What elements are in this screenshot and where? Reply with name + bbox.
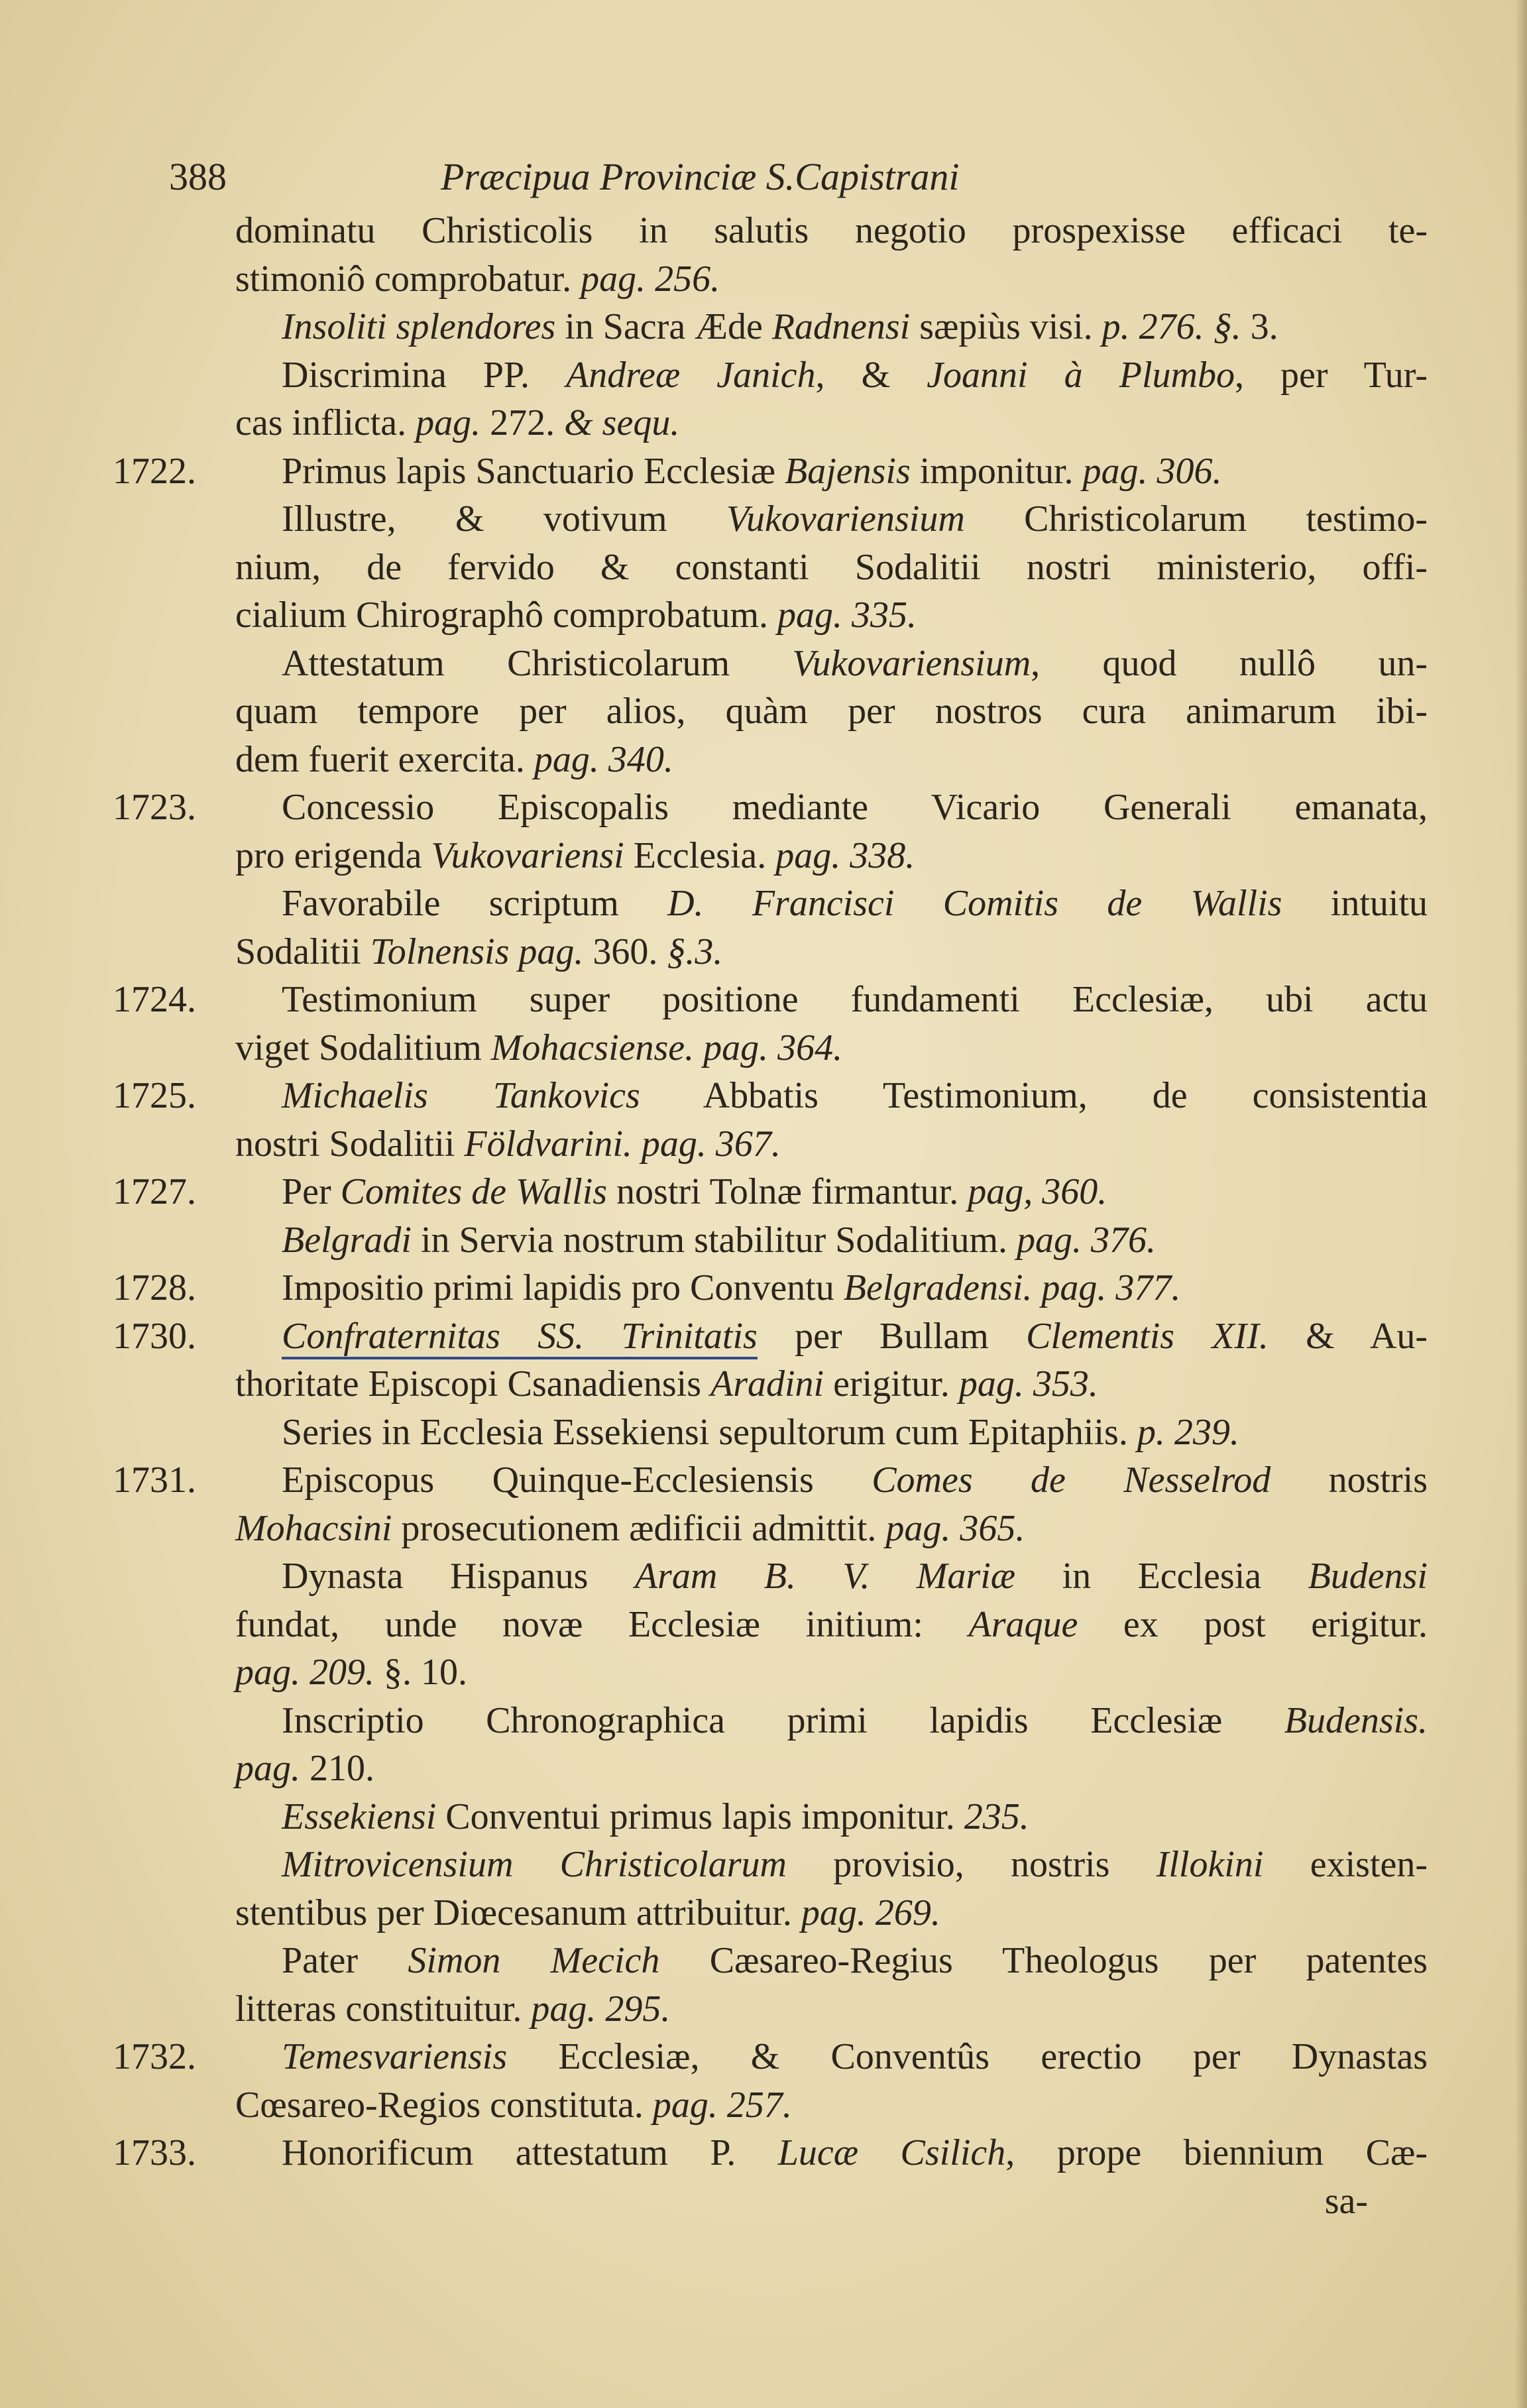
line-text bbox=[282, 1937, 1428, 1985]
text-line bbox=[0, 2081, 1527, 2130]
line-text bbox=[235, 928, 1428, 976]
text-line bbox=[0, 640, 1527, 688]
roman-text: Discrimina PP. bbox=[282, 354, 567, 396]
text-line bbox=[0, 1456, 1527, 1505]
italic-text: Radnensi bbox=[771, 306, 911, 347]
italic-text: pag. bbox=[416, 402, 481, 443]
line-text bbox=[235, 255, 1428, 304]
line-text bbox=[282, 976, 1428, 1024]
roman-text: Per bbox=[282, 1171, 341, 1212]
running-header bbox=[169, 147, 1428, 207]
italic-text: Insoliti splendores bbox=[282, 306, 556, 347]
line-text bbox=[282, 880, 1428, 928]
line-text bbox=[282, 1216, 1428, 1265]
text-line bbox=[0, 544, 1527, 592]
roman-text: sa- bbox=[1324, 2180, 1368, 2222]
line-text bbox=[235, 1648, 1428, 1697]
line-text bbox=[282, 1264, 1428, 1312]
italic-text: Budensi bbox=[1308, 1556, 1428, 1597]
text-line bbox=[0, 1601, 1527, 1649]
italic-text: p. 276. §. bbox=[1102, 306, 1241, 347]
italic-text: Confraternitas SS. Trinitatis bbox=[282, 1316, 758, 1359]
roman-text: Pater bbox=[282, 1940, 408, 1981]
roman-text: in Sacra Æde bbox=[555, 306, 772, 347]
line-text bbox=[282, 2033, 1428, 2081]
italic-text: Belgradi bbox=[282, 1219, 412, 1261]
text-line bbox=[0, 2177, 1527, 2226]
text-line bbox=[0, 1408, 1527, 1457]
roman-text: Attestatum Christicolarum bbox=[282, 642, 793, 684]
text-line bbox=[0, 928, 1527, 976]
roman-text: intuitu bbox=[1282, 883, 1428, 924]
line-text bbox=[282, 1072, 1428, 1120]
line-text bbox=[235, 544, 1428, 592]
italic-text: Mohacsini bbox=[235, 1507, 392, 1549]
roman-text: in Ecclesia bbox=[1015, 1556, 1308, 1597]
italic-text: & sequ. bbox=[564, 402, 680, 443]
roman-text: Honorificum attestatum P. bbox=[282, 2132, 778, 2173]
roman-text: quam tempore per alios, quàm per nostros cura animarum ibi- bbox=[235, 691, 1428, 732]
roman-text: Cœsareo-Regios constituta. bbox=[235, 2084, 653, 2126]
line-text bbox=[235, 207, 1428, 255]
line-text bbox=[282, 447, 1428, 496]
italic-text: Essekiensi bbox=[282, 1796, 437, 1837]
text-line bbox=[0, 1024, 1527, 1072]
text-line bbox=[0, 1360, 1527, 1408]
line-text bbox=[282, 303, 1428, 351]
italic-text: Clementis XII. bbox=[1026, 1315, 1269, 1357]
italic-text: pag. 269. bbox=[801, 1892, 940, 1933]
roman-text: dem fuerit exercita. bbox=[235, 738, 534, 780]
line-text bbox=[282, 1552, 1428, 1601]
text-line bbox=[0, 1120, 1527, 1169]
line-text bbox=[282, 783, 1428, 832]
roman-text: cialium Chirographô comprobatum. bbox=[235, 595, 778, 636]
text-line bbox=[0, 736, 1527, 784]
italic-text: pag. 365. bbox=[885, 1507, 1025, 1549]
roman-text: 3. bbox=[1241, 306, 1278, 347]
year-marker: 1730. bbox=[113, 1315, 196, 1357]
roman-text: existen- bbox=[1263, 1844, 1428, 1885]
year-marker: 1723. bbox=[113, 787, 196, 828]
roman-text: Primus lapis Sanctuario Ecclesiæ bbox=[282, 450, 785, 492]
roman-text: Inscriptio Chronographica primi lapidis Ecclesiæ bbox=[282, 1699, 1284, 1741]
italic-text: pag. 338. bbox=[775, 834, 915, 876]
italic-text: Vukovariensium bbox=[726, 498, 965, 540]
italic-text: Mohacsiense. pag. 364. bbox=[490, 1027, 843, 1068]
italic-text: D. Francisci Comitis de Wallis bbox=[667, 883, 1282, 924]
text-line bbox=[0, 1648, 1527, 1697]
italic-text: Araque bbox=[968, 1603, 1078, 1645]
roman-text: Sodalitii bbox=[235, 931, 370, 972]
roman-text: Episcopus Quinque-Ecclesiensis bbox=[282, 1460, 872, 1501]
roman-text: Conventui primus lapis imponitur. bbox=[436, 1796, 964, 1837]
line-text bbox=[282, 495, 1428, 544]
roman-text: Cæsareo-Regius Theologus per patentes bbox=[659, 1940, 1428, 1981]
text-line bbox=[0, 1505, 1527, 1553]
italic-text: Budensis. bbox=[1284, 1699, 1428, 1741]
text-line bbox=[0, 1552, 1527, 1601]
italic-text: pag. 209. bbox=[235, 1652, 374, 1693]
roman-text: 210. bbox=[300, 1748, 374, 1789]
text-line bbox=[0, 591, 1527, 640]
italic-text: pag, 360. bbox=[968, 1171, 1107, 1212]
line-text bbox=[235, 1120, 1428, 1169]
roman-text: §. 10. bbox=[374, 1652, 467, 1693]
italic-text: pag. bbox=[235, 1748, 300, 1789]
roman-text: Illustre, & votivum bbox=[282, 498, 726, 540]
italic-text: Belgradensi. pag. 377. bbox=[843, 1267, 1181, 1308]
roman-text: , prope biennium Cæ- bbox=[1005, 2132, 1428, 2173]
italic-text: p. 239. bbox=[1137, 1411, 1239, 1453]
text-line bbox=[0, 1745, 1527, 1793]
page-number: 388 bbox=[169, 155, 227, 198]
roman-text: & Au- bbox=[1268, 1315, 1428, 1357]
roman-text: viget Sodalitium bbox=[235, 1027, 491, 1068]
italic-text: pag. 257. bbox=[652, 2084, 792, 2126]
year-marker: 1728. bbox=[113, 1267, 196, 1308]
roman-text: Dynasta Hispanus bbox=[282, 1556, 635, 1597]
year-marker: 1732. bbox=[113, 2036, 196, 2077]
line-text bbox=[235, 1889, 1428, 1937]
line-text bbox=[282, 1793, 1428, 1841]
text-line bbox=[0, 1889, 1527, 1937]
text-line bbox=[0, 832, 1527, 880]
roman-text: provisio, nostris bbox=[786, 1844, 1157, 1885]
italic-text: Joanni à Plumbo bbox=[927, 354, 1235, 396]
line-text bbox=[235, 736, 1428, 784]
roman-text: nium, de fervido & constanti Sodalitii nostri ministerio, offi- bbox=[235, 546, 1428, 588]
roman-text: , quod nullô un- bbox=[1031, 642, 1428, 684]
italic-text: §.3. bbox=[667, 931, 723, 972]
line-text bbox=[235, 1505, 1428, 1553]
roman-text: in Servia nostrum stabilitur Sodalitium. bbox=[411, 1219, 1017, 1261]
text-line bbox=[0, 303, 1527, 351]
year-marker: 1731. bbox=[113, 1460, 196, 1501]
line-text bbox=[282, 2129, 1428, 2177]
roman-text: imponitur. bbox=[910, 450, 1083, 492]
italic-text: Mitrovicensium Christicolarum bbox=[282, 1844, 787, 1885]
text-line bbox=[0, 351, 1527, 400]
text-line bbox=[0, 1985, 1527, 2034]
roman-text: stentibus per Diœcesanum attribuitur. bbox=[235, 1892, 801, 1933]
italic-text: pag. 376. bbox=[1017, 1219, 1157, 1261]
line-text bbox=[282, 1168, 1428, 1216]
italic-text: Andreæ Janich bbox=[566, 354, 816, 396]
italic-text: pag. 335. bbox=[777, 595, 917, 636]
chronological-index-text bbox=[0, 207, 1527, 2225]
text-line bbox=[0, 495, 1527, 544]
text-line bbox=[0, 255, 1527, 304]
roman-text: Testimonium super positione fundamenti Ecclesiæ, ubi actu bbox=[282, 979, 1428, 1020]
line-text bbox=[235, 1024, 1428, 1072]
roman-text: Ecclesiæ, & Conventûs erectio per Dynastas bbox=[507, 2036, 1428, 2077]
roman-text: Abbatis Testimonium, de consistentia bbox=[640, 1075, 1428, 1116]
italic-text: Illokini bbox=[1156, 1844, 1264, 1885]
line-text bbox=[235, 399, 1428, 447]
text-line bbox=[0, 207, 1527, 255]
line-text bbox=[282, 640, 1428, 688]
text-line bbox=[0, 1264, 1527, 1312]
italic-text: Bajensis bbox=[784, 450, 911, 492]
roman-text: 272. bbox=[481, 402, 565, 443]
year-marker: 1725. bbox=[113, 1075, 196, 1116]
line-text bbox=[282, 1697, 1428, 1745]
roman-text: , & bbox=[815, 354, 927, 396]
roman-text: litteras constituitur. bbox=[235, 1988, 532, 2030]
roman-text: stimoniô comprobatur. bbox=[235, 258, 581, 300]
roman-text: , per Tur- bbox=[1234, 354, 1428, 396]
roman-text: erigitur. bbox=[824, 1363, 959, 1405]
italic-text: Comes de Nesselrod bbox=[872, 1460, 1271, 1501]
line-text bbox=[235, 687, 1428, 736]
line-text bbox=[282, 1456, 1428, 1505]
text-line bbox=[0, 1216, 1527, 1265]
roman-text: prosecutionem ædificii admittit. bbox=[392, 1507, 886, 1549]
italic-text: pag. 340. bbox=[534, 738, 673, 780]
roman-text: Series in Ecclesia Essekiensi sepultorum cum Epitaphiis. bbox=[282, 1411, 1137, 1453]
line-text bbox=[235, 1745, 1428, 1793]
text-line bbox=[0, 783, 1527, 832]
text-line bbox=[0, 1072, 1527, 1120]
roman-text: thoritate Episcopi Csanadiensis bbox=[235, 1363, 710, 1405]
roman-text: ex post erigitur. bbox=[1078, 1603, 1428, 1645]
line-text bbox=[235, 2177, 1368, 2226]
line-text bbox=[235, 832, 1428, 880]
roman-text: pro erigenda bbox=[235, 834, 431, 876]
italic-text: Vukovariensi bbox=[431, 834, 624, 876]
year-marker: 1722. bbox=[113, 450, 196, 492]
italic-text: Michaelis Tankovics bbox=[282, 1075, 640, 1116]
line-text bbox=[235, 1985, 1428, 2034]
page-edge-shadow bbox=[1515, 0, 1527, 2408]
line-text bbox=[235, 591, 1428, 640]
line-text bbox=[235, 1601, 1428, 1649]
year-marker: 1733. bbox=[113, 2132, 196, 2173]
roman-text: Impositio primi lapidis pro Conventu bbox=[282, 1267, 844, 1308]
text-line bbox=[0, 2033, 1527, 2081]
italic-text: 235. bbox=[964, 1796, 1029, 1837]
line-text bbox=[282, 1408, 1428, 1457]
text-line bbox=[0, 1793, 1527, 1841]
italic-text: Simon Mecich bbox=[408, 1940, 660, 1981]
line-text bbox=[282, 351, 1428, 400]
italic-text: pag. 295. bbox=[531, 1988, 671, 2030]
roman-text: nostris bbox=[1271, 1460, 1428, 1501]
running-title: Præcipua Provinciæ S.Capistrani bbox=[441, 155, 960, 198]
line-text bbox=[235, 1360, 1428, 1408]
text-line bbox=[0, 447, 1527, 496]
roman-text: nostri Sodalitii bbox=[235, 1123, 465, 1165]
text-line bbox=[0, 1841, 1527, 1889]
italic-text: Lucæ Csilich bbox=[777, 2132, 1006, 2173]
line-text bbox=[235, 2081, 1428, 2130]
line-text bbox=[282, 1841, 1428, 1889]
italic-text: pag. 353. bbox=[958, 1363, 1098, 1405]
roman-text: Concessio Episcopalis mediante Vicario Generali emanata, bbox=[282, 787, 1428, 828]
italic-text: Tolnensis pag. bbox=[370, 931, 584, 972]
text-line bbox=[0, 1312, 1527, 1361]
year-marker: 1727. bbox=[113, 1171, 196, 1212]
italic-text: Aram B. V. Mariæ bbox=[634, 1556, 1016, 1597]
text-line bbox=[0, 880, 1527, 928]
text-line bbox=[0, 399, 1527, 447]
roman-text: fundat, unde novæ Ecclesiæ initium: bbox=[235, 1603, 969, 1645]
roman-text: Favorabile scriptum bbox=[282, 883, 668, 924]
text-line bbox=[0, 1937, 1527, 1985]
italic-text: pag. 256. bbox=[581, 258, 720, 300]
line-text bbox=[282, 1312, 1428, 1361]
italic-text: Aradini bbox=[710, 1363, 824, 1405]
roman-text: cas inflicta. bbox=[235, 402, 416, 443]
roman-text: nostri Tolnæ firmantur. bbox=[607, 1171, 968, 1212]
italic-text: Földvarini. pag. 367. bbox=[464, 1123, 781, 1165]
text-line bbox=[0, 2129, 1527, 2177]
italic-text: Temesvariensis bbox=[282, 2036, 508, 2077]
text-line bbox=[0, 976, 1527, 1024]
roman-text: per Bullam bbox=[757, 1315, 1027, 1357]
italic-text: pag. 306. bbox=[1082, 450, 1222, 492]
year-marker: 1724. bbox=[113, 979, 196, 1020]
roman-text: Christicolarum testimo- bbox=[964, 498, 1428, 540]
roman-text: 360. bbox=[583, 931, 667, 972]
text-line bbox=[0, 1168, 1527, 1216]
text-line bbox=[0, 687, 1527, 736]
roman-text: Ecclesia. bbox=[624, 834, 776, 876]
italic-text: Comites de Wallis bbox=[340, 1171, 608, 1212]
roman-text: dominatu Christicolis in salutis negotio prospexisse efficaci te- bbox=[235, 210, 1428, 251]
text-line bbox=[0, 1697, 1527, 1745]
roman-text: sæpiùs visi. bbox=[910, 306, 1102, 347]
italic-text: Vukovariensium bbox=[792, 642, 1031, 684]
